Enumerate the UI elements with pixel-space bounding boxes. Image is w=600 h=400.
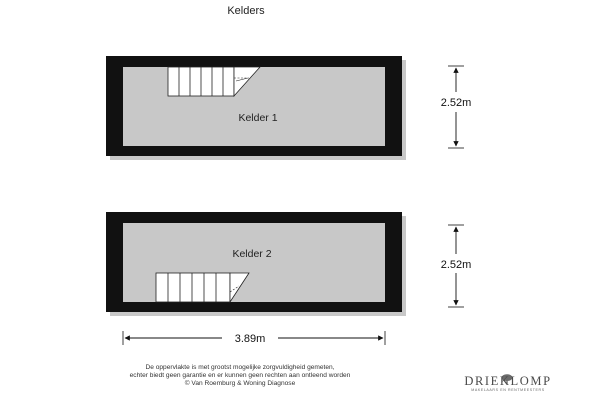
width-label: 3.89m: [234, 333, 266, 345]
disclaimer-line: © Van Roemburg & Woning Diagnose: [184, 380, 296, 388]
brand-logo: [452, 374, 564, 396]
room-label: Kelder 1: [238, 112, 278, 124]
width-dimension: [123, 331, 385, 345]
height-dimension-1: [441, 66, 472, 148]
page-title: Kelders: [227, 5, 265, 17]
room-floor: [123, 67, 385, 146]
room-kelder-2: [106, 212, 406, 316]
logo-tagline: MAKELAARS EN RENTMEESTERS: [471, 388, 545, 392]
disclaimer: [40, 364, 440, 389]
height-label: 2.52m: [440, 259, 472, 271]
room-label: Kelder 2: [232, 248, 272, 260]
room-kelder-1: [106, 56, 406, 160]
height-dimension-2: [441, 225, 472, 307]
logo-wordmark: DRIEKLOMP: [464, 374, 552, 388]
disclaimer-line: De oppervlakte is met grootst mogelijke zorgvuldigheid gemeten,: [145, 364, 335, 371]
height-label: 2.52m: [440, 97, 472, 109]
disclaimer-line: echter biedt geen garantie en er kunnen geen rechten aan ontleend worden: [129, 372, 351, 380]
